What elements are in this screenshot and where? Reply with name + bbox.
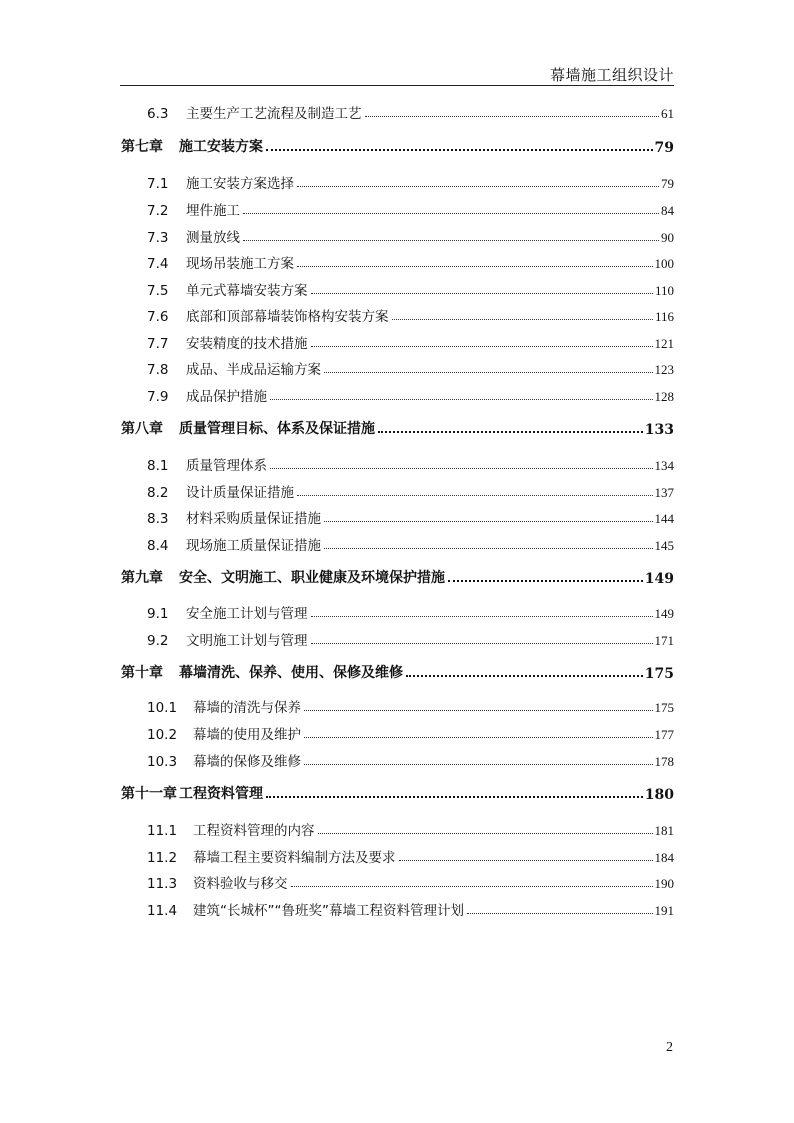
toc-entry-number: 11.2 bbox=[147, 850, 178, 866]
toc-leader-dots bbox=[399, 859, 653, 861]
toc-entry-title: 施工安装方案选择 bbox=[186, 176, 294, 192]
toc-section-entry[interactable] bbox=[121, 358, 674, 378]
toc-entry-number: 8.3 bbox=[147, 511, 169, 527]
toc-entry-page-number: 175 bbox=[654, 700, 674, 715]
toc-entry-page-number: 133 bbox=[644, 422, 674, 438]
toc-entry-page-number: 137 bbox=[654, 485, 674, 500]
toc-section-entry[interactable] bbox=[121, 534, 674, 554]
toc-entry-title: 幕墙的使用及维护 bbox=[193, 727, 301, 743]
toc-entry-title: 建筑“长城杯”“鲁班奖”幕墙工程资料管理计划 bbox=[193, 903, 464, 919]
toc-leader-dots bbox=[406, 674, 643, 677]
toc-leader-dots bbox=[392, 318, 653, 320]
toc-entry-number: 10.1 bbox=[147, 700, 178, 716]
toc-entry-page-number: 144 bbox=[654, 511, 674, 526]
toc-entry-page-number: 84 bbox=[661, 203, 674, 218]
toc-entry-title: 幕墙工程主要资料编制方法及要求 bbox=[193, 850, 396, 866]
toc-section-entry[interactable] bbox=[121, 199, 674, 219]
toc-entry-title: 幕墙的保修及维修 bbox=[193, 754, 301, 770]
toc-chapter-entry[interactable] bbox=[121, 136, 674, 156]
toc-entry-page-number: 178 bbox=[654, 754, 674, 769]
toc-entry-page-number: 175 bbox=[644, 666, 674, 682]
toc-chapter-entry[interactable] bbox=[121, 567, 674, 587]
toc-chapter-entry[interactable] bbox=[121, 783, 674, 803]
toc-entry-number: 8.4 bbox=[147, 538, 169, 554]
toc-entry-number: 7.3 bbox=[147, 230, 169, 246]
toc-entry-page-number: 181 bbox=[654, 823, 674, 838]
toc-section-entry[interactable] bbox=[121, 454, 674, 474]
page-number: 2 bbox=[666, 1040, 673, 1055]
toc-entry-page-number: 90 bbox=[661, 230, 674, 245]
toc-section-entry[interactable] bbox=[121, 602, 674, 622]
toc-leader-dots bbox=[318, 832, 653, 834]
toc-leader-dots bbox=[297, 185, 659, 187]
toc-entry-number: 第十一章 bbox=[121, 786, 177, 802]
toc-entry-page-number: 177 bbox=[654, 727, 674, 742]
toc-entry-title: 安全、文明施工、职业健康及环境保护措施 bbox=[179, 570, 445, 586]
toc-entry-title: 幕墙的清洗与保养 bbox=[193, 700, 301, 716]
toc-leader-dots bbox=[304, 736, 653, 738]
header-divider bbox=[120, 85, 674, 86]
toc-section-entry[interactable] bbox=[121, 750, 674, 770]
toc-section-entry[interactable] bbox=[121, 279, 674, 299]
toc-entry-page-number: 121 bbox=[654, 336, 674, 351]
toc-entry-page-number: 149 bbox=[644, 571, 674, 587]
toc-section-entry[interactable] bbox=[121, 102, 674, 122]
toc-entry-title: 安装精度的技术措施 bbox=[186, 336, 308, 352]
toc-entry-number: 第八章 bbox=[121, 421, 163, 437]
toc-entry-page-number: 190 bbox=[654, 876, 674, 891]
toc-leader-dots bbox=[266, 148, 653, 151]
toc-chapter-entry[interactable] bbox=[121, 662, 674, 682]
toc-entry-title: 施工安装方案 bbox=[179, 139, 263, 155]
toc-entry-title: 工程资料管理 bbox=[179, 786, 263, 802]
toc-leader-dots bbox=[291, 885, 653, 887]
toc-section-entry[interactable] bbox=[121, 696, 674, 716]
running-header-title: 幕墙施工组织设计 bbox=[549, 66, 674, 84]
toc-entry-title: 现场施工质量保证措施 bbox=[186, 538, 321, 554]
toc-section-entry[interactable] bbox=[121, 332, 674, 352]
toc-entry-number: 第十章 bbox=[121, 665, 163, 681]
toc-section-entry[interactable] bbox=[121, 846, 674, 866]
toc-leader-dots bbox=[324, 520, 653, 522]
toc-leader-dots bbox=[311, 615, 653, 617]
toc-leader-dots bbox=[297, 265, 653, 267]
toc-entry-title: 成品保护措施 bbox=[186, 389, 267, 405]
toc-section-entry[interactable] bbox=[121, 226, 674, 246]
toc-entry-number: 9.2 bbox=[147, 633, 169, 649]
toc-entry-number: 7.2 bbox=[147, 203, 169, 219]
toc-entry-title: 工程资料管理的内容 bbox=[193, 823, 315, 839]
toc-chapter-entry[interactable] bbox=[121, 418, 674, 438]
toc-entry-page-number: 180 bbox=[644, 787, 674, 803]
toc-section-entry[interactable] bbox=[121, 629, 674, 649]
toc-entry-number: 7.6 bbox=[147, 309, 169, 325]
toc-entry-page-number: 171 bbox=[654, 633, 674, 648]
toc-leader-dots bbox=[243, 239, 659, 241]
toc-entry-page-number: 184 bbox=[654, 850, 674, 865]
toc-entry-page-number: 145 bbox=[654, 538, 674, 553]
toc-leader-dots bbox=[448, 579, 643, 582]
toc-leader-dots bbox=[243, 212, 659, 214]
toc-entry-page-number: 128 bbox=[654, 389, 674, 404]
toc-leader-dots bbox=[311, 642, 653, 644]
toc-entry-title: 幕墙清洗、保养、使用、保修及维修 bbox=[179, 665, 403, 681]
toc-section-entry[interactable] bbox=[121, 507, 674, 527]
toc-entry-page-number: 123 bbox=[654, 362, 674, 377]
toc-entry-number: 11.3 bbox=[147, 876, 178, 892]
toc-leader-dots bbox=[297, 494, 653, 496]
toc-entry-title: 主要生产工艺流程及制造工艺 bbox=[186, 106, 362, 122]
toc-leader-dots bbox=[304, 709, 653, 711]
toc-entry-title: 质量管理体系 bbox=[186, 458, 267, 474]
toc-entry-title: 资料验收与移交 bbox=[193, 876, 288, 892]
toc-entry-number: 7.1 bbox=[147, 176, 169, 192]
toc-entry-number: 11.4 bbox=[147, 903, 178, 919]
toc-section-entry[interactable] bbox=[121, 872, 674, 892]
toc-leader-dots bbox=[266, 795, 643, 798]
toc-entry-number: 7.8 bbox=[147, 362, 169, 378]
toc-leader-dots bbox=[304, 763, 653, 765]
toc-entry-page-number: 79 bbox=[661, 176, 674, 191]
toc-entry-title: 现场吊装施工方案 bbox=[186, 256, 294, 272]
toc-entry-page-number: 149 bbox=[654, 606, 674, 621]
toc-entry-page-number: 61 bbox=[661, 106, 674, 121]
toc-entry-number: 第七章 bbox=[121, 139, 163, 155]
toc-entry-title: 成品、半成品运输方案 bbox=[186, 362, 321, 378]
toc-entry-number: 11.1 bbox=[147, 823, 178, 839]
toc-entry-number: 8.2 bbox=[147, 485, 169, 501]
toc-section-entry[interactable] bbox=[121, 899, 674, 919]
toc-entry-page-number: 100 bbox=[654, 256, 674, 271]
toc-entry-title: 文明施工计划与管理 bbox=[186, 633, 308, 649]
toc-entry-title: 单元式幕墙安装方案 bbox=[186, 283, 308, 299]
toc-leader-dots bbox=[365, 115, 660, 117]
toc-entry-page-number: 191 bbox=[654, 903, 674, 918]
toc-entry-title: 埋件施工 bbox=[186, 203, 240, 219]
toc-section-entry[interactable] bbox=[121, 819, 674, 839]
toc-section-entry[interactable] bbox=[121, 385, 674, 405]
toc-entry-page-number: 110 bbox=[654, 283, 674, 298]
toc-section-entry[interactable] bbox=[121, 723, 674, 743]
toc-leader-dots bbox=[270, 467, 653, 469]
toc-leader-dots bbox=[311, 345, 653, 347]
toc-entry-page-number: 116 bbox=[654, 309, 674, 324]
toc-entry-title: 设计质量保证措施 bbox=[186, 485, 294, 501]
toc-section-entry[interactable] bbox=[121, 481, 674, 501]
toc-leader-dots bbox=[311, 292, 653, 294]
toc-entry-number: 7.5 bbox=[147, 283, 169, 299]
toc-entry-number: 6.3 bbox=[147, 106, 169, 122]
toc-entry-number: 8.1 bbox=[147, 458, 169, 474]
toc-entry-number: 7.7 bbox=[147, 336, 169, 352]
toc-entry-number: 7.9 bbox=[147, 389, 169, 405]
toc-entry-title: 测量放线 bbox=[186, 230, 240, 246]
toc-entry-page-number: 79 bbox=[654, 140, 674, 156]
toc-entry-title: 底部和顶部幕墙装饰格构安装方案 bbox=[186, 309, 389, 325]
toc-entry-number: 10.2 bbox=[147, 727, 178, 743]
toc-leader-dots bbox=[270, 398, 653, 400]
toc-entry-page-number: 134 bbox=[654, 458, 674, 473]
toc-entry-number: 10.3 bbox=[147, 754, 178, 770]
toc-section-entry[interactable] bbox=[121, 305, 674, 325]
toc-leader-dots bbox=[467, 912, 653, 914]
toc-entry-number: 7.4 bbox=[147, 256, 169, 272]
toc-entry-title: 安全施工计划与管理 bbox=[186, 606, 308, 622]
toc-entry-title: 质量管理目标、体系及保证措施 bbox=[179, 421, 375, 437]
toc-entry-title: 材料采购质量保证措施 bbox=[186, 511, 321, 527]
toc-entry-number: 第九章 bbox=[121, 570, 163, 586]
toc-leader-dots bbox=[324, 371, 653, 373]
toc-leader-dots bbox=[378, 430, 643, 433]
toc-section-entry[interactable] bbox=[121, 172, 674, 192]
toc-entry-number: 9.1 bbox=[147, 606, 169, 622]
toc-leader-dots bbox=[324, 547, 653, 549]
toc-section-entry[interactable] bbox=[121, 252, 674, 272]
